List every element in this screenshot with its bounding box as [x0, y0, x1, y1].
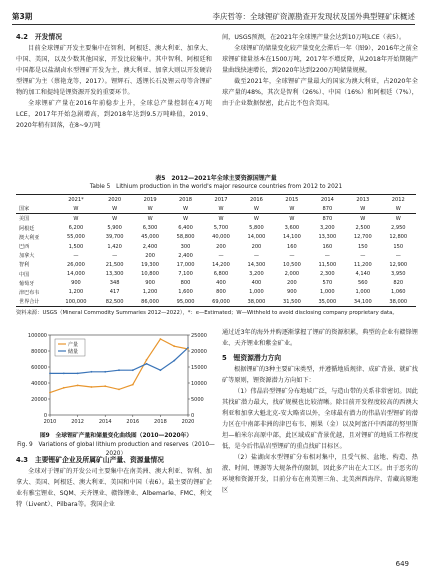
table-cell: 31,500 [274, 297, 309, 307]
header-cell: 2021* [55, 195, 97, 205]
table-row [16, 233, 416, 242]
table-cell: — [253, 252, 259, 259]
table-caption-en: Table 5 Lithium production in the world's major resource countries from 2012 to 2021 [89, 184, 343, 190]
table-cell: 19,300 [141, 261, 159, 268]
section-heading-4-3: 4.3 主要锂矿企业及所属矿山产量、资源量情况 [16, 456, 164, 464]
data-point-production [91, 386, 93, 388]
x-tick-label: 2016 [126, 419, 140, 425]
table-row [16, 297, 416, 307]
table-cell: W [55, 204, 97, 214]
header-cell: 2013 [345, 195, 380, 205]
table-cell: 6,800 [213, 271, 229, 278]
data-point-reserves [132, 369, 134, 371]
table-cell: W [360, 215, 366, 222]
data-point-production [173, 345, 175, 347]
table-note: 资料来源：USGS（Mineral Commodity Summaries 2012—2022），*：e—Estimated；W—Withheld to avoid disclosing company proprietary data。 [16, 310, 398, 317]
y-tick-label-left: 40000 [31, 380, 47, 387]
table-cell: W [73, 215, 79, 222]
table-cell: 5,900 [107, 225, 122, 232]
table-cell: 69,000 [203, 297, 238, 307]
header-cell: 2017 [203, 195, 238, 205]
table-cell: 14,000 [67, 271, 85, 278]
table-cell: 2,400 [142, 243, 158, 250]
table-cell: W [203, 204, 238, 214]
table-cell: 39,700 [105, 234, 124, 241]
legend-label-production: 产量 [68, 342, 79, 348]
table-cell: 14,100 [282, 234, 301, 241]
paragraph: （1）伟晶岩型锂矿分布地域广泛，与造山带的关系非常密切。因此其找矿潜力最大，找矿规模也比较清晰。除目前开发程度较高的西澳大利亚和加拿大魁北克-安大略省以外，全球最有潜力的伟晶岩型锂矿的潜力区在中南部非洲的津巴布韦、刚果（金）以及阿富汗中西部的努里斯坦—帕米尔高原中部，此区域成矿背景优越，且对锂矿的地质工作程度低，是今后伟晶岩型锂矿的重点找矿目标区。 [222, 388, 418, 450]
table-cell: W [395, 215, 401, 222]
table-cell: 2,950 [390, 225, 406, 232]
table-cell: 560 [357, 280, 368, 287]
data-point-production [49, 392, 51, 394]
table-cell: 1,000 [355, 289, 371, 296]
table-unit-row [16, 204, 416, 214]
table-cell: 12,900 [389, 261, 408, 268]
y-tick-label-right: 20000 [191, 348, 207, 355]
y-tick-label-left: 100000 [27, 332, 47, 339]
y-tick-label-right: 5000 [191, 396, 204, 403]
table-cell: 200 [287, 280, 297, 287]
paragraph: 全球锂矿产量在2016年前稳步上升，全球总产量控制在4万吨LCE，2017年开始急剧增高，到2018年达到9.5万吨峰值，2019、2020年稍有回落，在8~9万吨 [16, 100, 212, 129]
table-row [16, 214, 416, 224]
table-cell: 38,000 [239, 297, 274, 307]
data-point-reserves [77, 373, 79, 375]
y-tick-label-left: 0 [43, 412, 47, 419]
country-cell: 加拿大 [19, 253, 35, 260]
paragraph: 截至2021年，全球锂矿产量最大的国家为澳大利亚，占2020年全球产量的48%，其次是智利（26%）、中国（16%）和阿根廷（7%），由于企业数据保密，此占比不包含美国。 [222, 78, 418, 107]
table-cell: 11,200 [353, 261, 372, 268]
table-cell: 200 [216, 243, 226, 250]
country-cell: 津巴布韦 [19, 289, 40, 296]
table-cell: 800 [216, 289, 226, 296]
table-cell: 800 [180, 280, 191, 287]
table-cell: 900 [287, 289, 297, 296]
data-point-reserves [160, 369, 162, 371]
x-tick-label: 2014 [98, 419, 112, 425]
table-cell: — [395, 252, 401, 259]
data-point-production [160, 338, 162, 340]
paragraph: 通过近3年的海外并购逐渐掌握了锂矿的资源积累，典型的企业有赣锋锂业、天齐锂业和紫金矿业。 [222, 329, 418, 347]
table-cell: 14,300 [247, 261, 266, 268]
table-cell: — [112, 252, 118, 259]
table-cell: 570 [322, 280, 333, 287]
x-tick-label: 2012 [71, 419, 84, 425]
right-column-top [222, 32, 418, 109]
y-tick-label-left: 60000 [31, 364, 47, 371]
table-cell: W [168, 204, 203, 214]
figure-caption-en: Fig. 9 Variations of global lithium production and reserves（2010—2020） [17, 442, 215, 457]
table-cell: 200 [145, 252, 155, 259]
table-caption-zh: 表5 2012—2021年全球主要资源国锂产量 [155, 175, 277, 182]
data-point-reserves [187, 347, 189, 349]
table-cell: 2,000 [284, 271, 300, 278]
table-cell: 6,200 [68, 225, 84, 232]
table-cell: 45,000 [141, 234, 159, 241]
table-cell: 7,100 [178, 271, 193, 278]
header-cell: 2020 [97, 195, 132, 205]
table-cell: W [183, 215, 189, 222]
table-cell: 3,600 [284, 225, 300, 232]
country-cell: 澳大利亚 [19, 234, 40, 241]
data-point-production [132, 384, 134, 386]
country-cell: 葡萄牙 [19, 280, 35, 287]
country-cell: 阿根廷 [19, 225, 35, 232]
table-row [16, 270, 416, 279]
data-point-production [77, 385, 79, 387]
table-cell: — [324, 252, 330, 259]
table-cell: 26,000 [67, 261, 85, 268]
table-cell: 3,200 [249, 271, 264, 278]
right-column-bottom [222, 327, 418, 496]
data-point-reserves [49, 373, 51, 375]
header-cell: 2018 [168, 195, 203, 205]
table-cell: W [274, 204, 309, 214]
x-tick-label: 2010 [43, 419, 57, 425]
y-tick-label-right: 10000 [191, 380, 207, 387]
table-cell: 10,500 [282, 261, 301, 268]
data-point-reserves [146, 363, 148, 365]
country-cell: 美国 [19, 216, 30, 223]
table-cell: — [360, 252, 366, 259]
y-tick-label-right: 0 [191, 412, 195, 419]
table-cell: 1,500 [68, 243, 84, 250]
legend-label-reserves: 储量 [68, 349, 79, 355]
table-header-row [16, 195, 416, 205]
table-cell: W [253, 215, 259, 222]
running-header [12, 9, 415, 23]
table-cell: 1,060 [390, 289, 406, 296]
page-number: 649 [395, 560, 409, 568]
y-tick-label-right: 25000 [191, 332, 207, 339]
table-cell: 2,500 [355, 225, 371, 232]
table-cell: 150 [357, 243, 368, 250]
table-cell: W [289, 215, 295, 222]
table-cell: 国家 [16, 204, 55, 214]
data-point-production [104, 385, 106, 387]
production-reserves-chart [22, 327, 218, 429]
table-cell: 150 [393, 243, 404, 250]
figure-caption-zh: 图9 全球锂矿产量和储量变化曲线图（2010—2020年） [39, 433, 193, 439]
table-cell: 417 [109, 289, 120, 296]
table-cell: 820 [393, 280, 404, 287]
header-rule [12, 24, 415, 25]
table-cell: 55,000 [67, 234, 85, 241]
table-cell: 5,700 [213, 225, 229, 232]
table-cell: 11,500 [318, 261, 337, 268]
table-cell: 38,000 [381, 297, 416, 307]
data-point-reserves [63, 373, 65, 375]
table-cell: 34,100 [345, 297, 380, 307]
running-title: 李庆哲等：全球锂矿资源勘查开发现状及国外典型锂矿床概述 [212, 12, 415, 21]
table-cell: 5,800 [249, 225, 264, 232]
table-cell: 17,000 [176, 261, 195, 268]
left-column-top [16, 32, 212, 131]
table-row [16, 279, 416, 288]
table-cell: 1,000 [320, 289, 335, 296]
table-row [16, 242, 416, 251]
table-cell: 2,400 [178, 252, 193, 259]
paragraph: 根据锂矿的3种主要矿床类型，并遵循地质规律、成矿背景、就矿找矿等原则，锂资源潜力方向如下： [222, 366, 418, 384]
y-tick-label-left: 20000 [31, 396, 47, 403]
table-cell: 870 [310, 204, 345, 214]
header-cell: 2016 [239, 195, 274, 205]
y-tick-label-left: 80000 [31, 348, 47, 355]
table-cell: 1,200 [142, 289, 158, 296]
section-heading-5: 5 锂资源潜力方向 [222, 354, 282, 362]
paragraph: 目前全球锂矿开发主要集中在智利、阿根廷、澳大利亚、加拿大、中国、美国，以及少数其他国家，开发比较集中。其中智利、阿根廷和中国都是以盐湖卤水型锂矿开发为主，澳大利亚、加拿大则以开发硬岩型锂矿为主（蔡艳龙等，2017）。锂辉石、透锂长石及锂云母等含锂矿物的加工和提纯是锂资源开发的重要环节。 [16, 45, 212, 96]
table-cell: W [132, 204, 167, 214]
country-cell: 世界合计 [16, 297, 55, 307]
table-row [16, 288, 416, 297]
table-cell: W [218, 215, 224, 222]
data-point-reserves [91, 371, 93, 373]
header-cell: 2019 [132, 195, 167, 205]
figure-9 [22, 327, 218, 433]
production-table [16, 194, 416, 307]
table-cell: — [73, 252, 79, 259]
table-cell: 14,200 [212, 261, 230, 268]
table-cell: 300 [180, 243, 191, 250]
header-cell [16, 195, 55, 205]
table-cell: 160 [322, 243, 333, 250]
table-cell: W [345, 204, 380, 214]
table-cell: 160 [287, 243, 297, 250]
section-heading-4-2: 4.2 开发情况 [16, 33, 63, 41]
table-cell: 2,300 [320, 271, 335, 278]
data-point-production [63, 387, 65, 389]
x-tick-label: 2018 [154, 419, 167, 425]
paragraph: （2）盐湖卤水型锂矿分布相对集中，且受气候、盆地、构造、热液、时间、锂源等大规条件的限制，因此多产出在大工区。由于恶劣的环境和资源开发，目前分布在南美锂三角、北美洲西海岸、青藏高原地区 [222, 454, 418, 494]
table-cell: W [97, 204, 132, 214]
table-cell: W [147, 215, 153, 222]
table-cell: 100,000 [55, 297, 97, 307]
table-cell: 86,000 [132, 297, 167, 307]
table-cell: 400 [251, 280, 262, 287]
table-cell: 58,800 [176, 234, 195, 241]
table-cell: 6,300 [142, 225, 158, 232]
table-cell: 13,300 [318, 234, 337, 241]
table-cell: 870 [322, 215, 333, 222]
data-point-reserves [118, 369, 120, 371]
table-cell: 10,800 [141, 271, 159, 278]
table-cell: 900 [145, 280, 155, 287]
y-tick-label-right: 15000 [191, 364, 207, 371]
country-cell: 巴西 [19, 244, 30, 251]
country-cell: 智利 [19, 262, 30, 269]
table-cell: 200 [251, 243, 262, 250]
table-cell: 21,500 [105, 261, 124, 268]
table-cell: 6,400 [178, 225, 193, 232]
table-cell: 3,950 [390, 271, 406, 278]
paragraph: 全球对于锂矿的开发公司主要集中在南美洲、澳大利亚、智利、加拿大、美国、阿根廷、澳大利亚、美国和中国（表6）。最主要的锂矿企业有雅宝锂业、SQM、天齐锂业、赣锋锂业、Albemarle、FMC、利文特（Livent）、Pilbara等。我国企业 [16, 468, 212, 508]
table-row [16, 224, 416, 233]
header-cell: 2014 [310, 195, 345, 205]
table-cell: — [218, 252, 224, 259]
paragraph: 全球锂矿的储量变化较产量变化会滞后一年（图9），2016年之前全球锂矿储量基本在1500万吨，2017年不增反降，从2018年开始期随产量曲线快速增长，到2020年达到2200万吨储量规模。 [222, 45, 418, 74]
left-column-bottom [16, 455, 212, 510]
table-cell: W [381, 204, 416, 214]
table-cell: 400 [216, 280, 226, 287]
paragraph: 间，USGS预测，在2021年全球锂产量会达到10万吨LCE（表5）。 [222, 34, 406, 41]
table-row [16, 251, 416, 260]
table-cell: 35,000 [310, 297, 345, 307]
table-cell: 40,000 [212, 234, 230, 241]
data-point-reserves [104, 371, 106, 373]
table-cell: 4,140 [355, 271, 371, 278]
table-cell: 1,000 [249, 289, 264, 296]
table-body [16, 214, 416, 307]
data-point-production [146, 359, 148, 361]
issue-number: 第3期 [12, 12, 33, 21]
header-cell: 2015 [274, 195, 309, 205]
table-cell: 1,600 [178, 289, 193, 296]
header-cell: 2012 [381, 195, 416, 205]
country-cell: 中国 [19, 271, 30, 278]
table-cell: 348 [109, 280, 120, 287]
table-cell: 14,000 [247, 234, 266, 241]
table-row [16, 260, 416, 269]
table-cell: 1,420 [107, 243, 122, 250]
table-5 [16, 174, 416, 317]
table-cell: 1,200 [68, 289, 84, 296]
table-cell: 13,300 [105, 271, 124, 278]
table-cell: 95,000 [168, 297, 203, 307]
table-cell: W [239, 204, 274, 214]
data-point-reserves [173, 360, 175, 362]
table-cell: 12,800 [389, 234, 408, 241]
table-cell: — [289, 252, 295, 259]
table-cell: 82,500 [97, 297, 132, 307]
table-cell: 3,200 [320, 225, 335, 232]
table-cell: 900 [71, 280, 81, 287]
x-tick-label: 2020 [181, 419, 195, 425]
data-point-production [118, 389, 120, 391]
table-cell: 12,700 [353, 234, 372, 241]
table-cell: W [112, 215, 118, 222]
